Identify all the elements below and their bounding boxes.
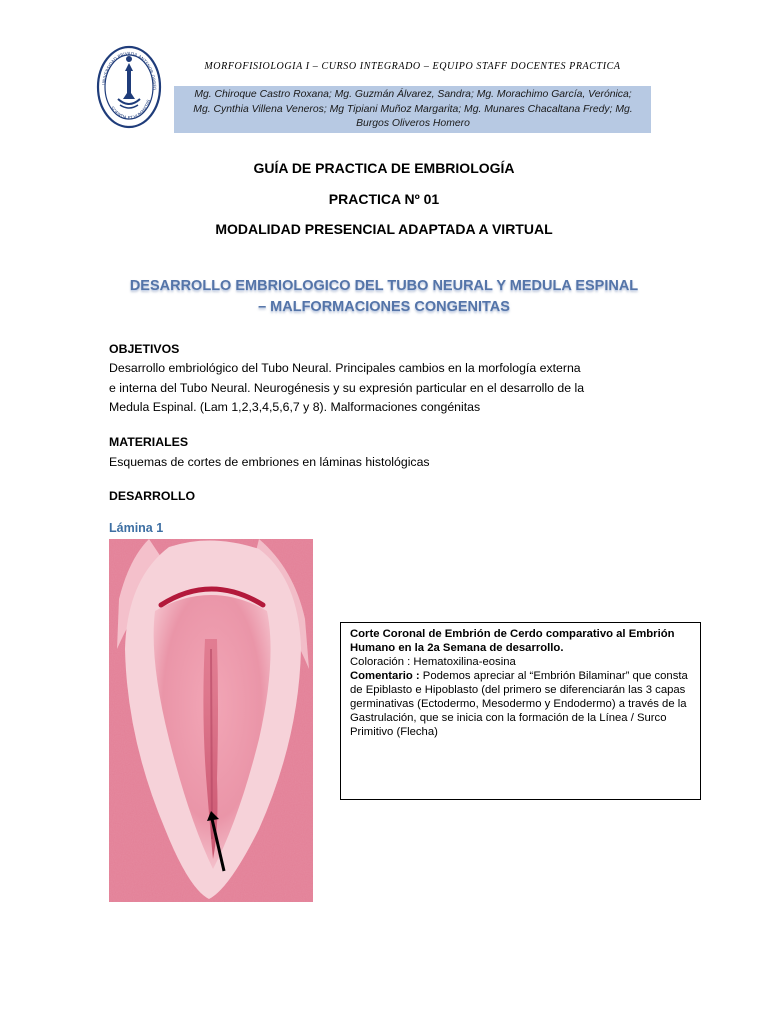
caption-comment-label: Comentario : xyxy=(350,670,420,682)
objetivos-text xyxy=(109,359,629,418)
caption-comment-text: Podemos apreciar al “Embrión Bilaminar” que consta de Epiblasto e Hipoblasto (del primero se diferenciarán las 3 capas germinativas (Ectodermo, Mesodermo y Endodermo) a través de la Gastrulación, que se inicia con la formación de la Línea / Surco Primitivo (Flecha) xyxy=(350,670,688,738)
modality-title: MODALIDAD PRESENCIAL ADAPTADA A VIRTUAL xyxy=(215,221,553,237)
staff-line: Mg. Cynthia Villena Veneros; Mg Tipiani Muñoz Margarita; Mg. Munares Chacaltana Fredy; Mg. xyxy=(193,103,633,115)
guide-title: GUÍA DE PRACTICA DE EMBRIOLOGÍA xyxy=(253,160,515,176)
objetivos-heading: OBJETIVOS xyxy=(109,342,180,356)
desarrollo-heading: DESARROLLO xyxy=(109,489,196,503)
objetivos-line: e interna del Tubo Neural. Neurogénesis y su expresión particular en el desarrollo de la xyxy=(109,380,585,395)
topic-line: DESARROLLO EMBRIOLOGICO DEL TUBO NEURAL Y MEDULA ESPINAL xyxy=(129,278,639,294)
staff-names xyxy=(178,88,648,132)
lamina-label: Lámina 1 xyxy=(109,521,164,535)
topic-title xyxy=(100,276,668,318)
practice-number: PRACTICA Nº 01 xyxy=(328,191,440,207)
course-header-line: MORFOFISIOLOGIA I – CURSO INTEGRADO – EQUIPO STAFF DOCENTES PRACTICA xyxy=(204,61,621,72)
materiales-text: Esquemas de cortes de embriones en láminas histológicas xyxy=(109,455,430,469)
caption-comment xyxy=(350,669,691,739)
caption-box xyxy=(340,622,701,800)
embryo-micrograph xyxy=(109,539,313,902)
university-seal-icon xyxy=(96,45,162,129)
objetivos-line: Desarrollo embriológico del Tubo Neural. Principales cambios en la morfología externa xyxy=(109,361,581,375)
topic-line: – MALFORMACIONES CONGENITAS xyxy=(258,299,510,315)
svg-text:SCIENTIA ET HUMANITAS: SCIENTIA ET HUMANITAS xyxy=(108,99,153,122)
caption-title: Corte Coronal de Embrión de Cerdo comparativo al Embrión Humano en la 2a Semana de desarrollo. xyxy=(350,628,675,654)
materiales-heading: MATERIALES xyxy=(109,435,189,449)
svg-text:UNIVERSIDAD PRIVADA ANTENOR OR: UNIVERSIDAD PRIVADA ANTENOR ORREG xyxy=(102,51,157,91)
staff-line: Burgos Oliveros Homero xyxy=(356,118,470,129)
caption-stain: Coloración : Hematoxilina-eosina xyxy=(350,656,516,668)
staff-line: Mg. Chiroque Castro Roxana; Mg. Guzmán Álvarez, Sandra; Mg. Morachimo García, Verónica; xyxy=(194,89,632,100)
objetivos-line: Medula Espinal. (Lam 1,2,3,4,5,6,7 y 8). Malformaciones congénitas xyxy=(109,400,481,414)
